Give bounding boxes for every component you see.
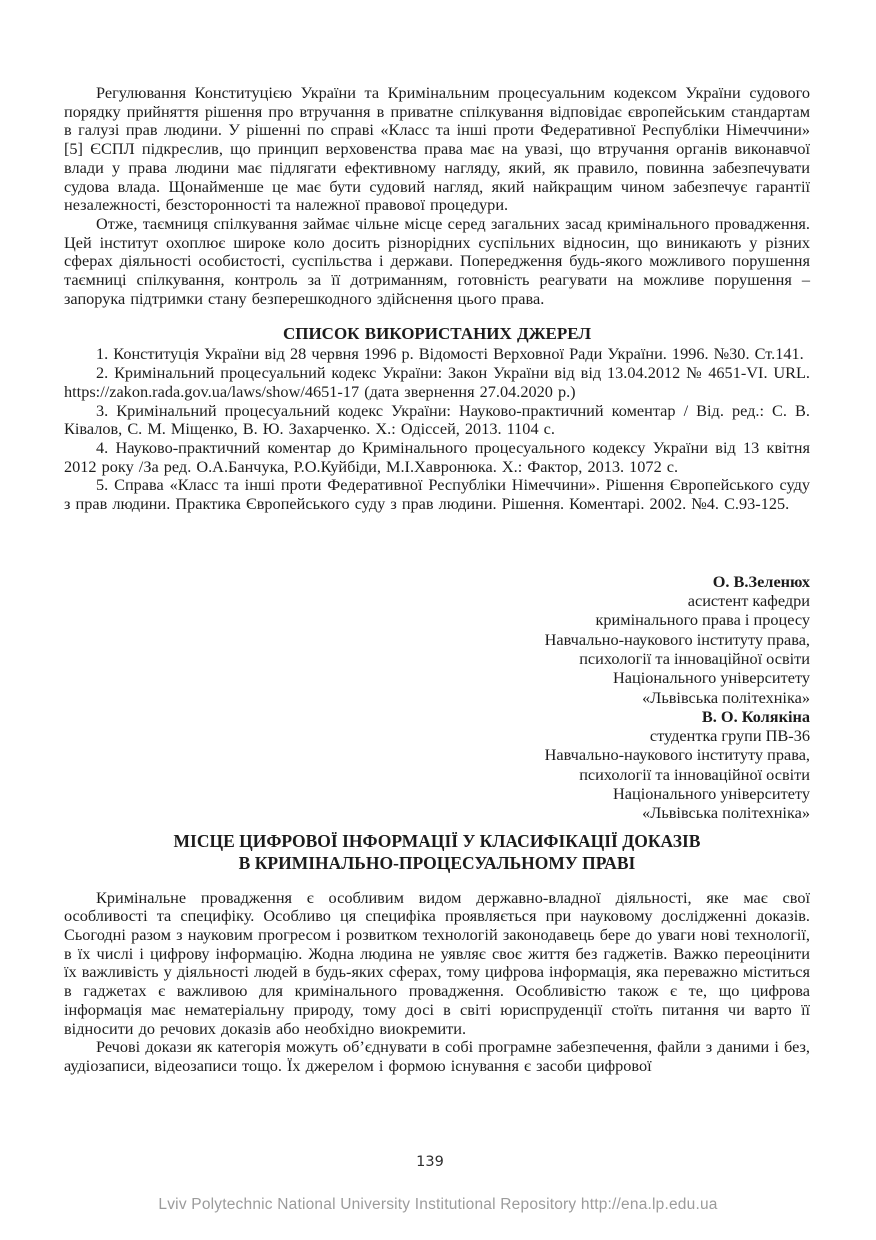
reference-item: 3. Кримінальний процесуальний кодекс України: Науково-практичний коментар / Від. ред.: С. В. Ківалов, С. М. Міщенко, В. Ю. Захарченко. Х.: Одіссей, 2013. 1104 с. [64, 400, 810, 439]
author-affiliation-line: «Львівська політехніка» [642, 687, 810, 707]
author-block [64, 572, 810, 823]
author-affiliation-line: кримінального права і процесу [595, 610, 810, 630]
article-paragraph: Кримінальне провадження є особливим видом державно-владної діяльності, яке має свої особливості та специфіку. Особливо ця специфіка проявляється при науковому дослідженні доказів. Сьогодні разом з науковим прогресом і розвитком технологій законодавець бере до уваги нові технології, в їх числі і цифрову інформацію. Жодна людина не уявляє своє життя без гаджетів. Важко переоцінити їх важливість у діяльності людей в будь-яких сферах, тому цифрова інформація, яка переважно міститься в гаджетах є важливою для кримінального провадження. Особливістю також є те, що цифрова інформація має нематеріальну природу, тому досі в світі юриспруденції стоїть питання чи варто її відносити до речових доказів або необхідно виокремити. [64, 887, 810, 1038]
article-paragraph: Речові докази як категорія можуть об’єднувати в собі програмне забезпечення, файли з даними і без, аудіозаписи, відеозаписи тощо. Їх джерелом і формою існування є засоби цифрової [64, 1037, 810, 1075]
article-title [64, 830, 810, 875]
author-affiliation-line: Національного університету [613, 784, 810, 804]
prev-article-paragraph: Регулювання Конституцією України та Кримінальним процесуальним кодексом України судового порядку прийняття рішення про втручання в приватне спілкування відповідає європейським стандартам в галузі прав людини. У рішенні по справі «Класс та інші проти Федеративної Республіки Німеччини» [5] ЄСПЛ підкреслив, що принцип верховенства права має на увазі, що втручання органів виконавчої влади у права людини має підлягати ефективному нагляду, який, як правило, повинна забезпечувати судова влада. Щонайменше це має бути судовий нагляд, який найкращим чином забезпечує гарантії незалежності, безсторонності та належної правової процедури. [64, 83, 810, 215]
reference-item: 4. Науково-практичний коментар до Кримінального процесуального кодексу України від 13 квітня 2012 року /За ред. О.А.Банчука, Р.О.Куйбіди, М.І.Хавронюка. Х.: Фактор, 2013. 1072 с. [64, 437, 810, 476]
text-block [64, 84, 810, 1076]
article-title-line: МІСЦЕ ЦИФРОВОЇ ІНФОРМАЦІЇ У КЛАСИФІКАЦІЇ ДОКАЗІВ [173, 830, 701, 851]
author-affiliation-line: Національного університету [613, 668, 810, 688]
author-affiliation-line: «Львівська політехніка» [642, 803, 810, 823]
author-name: В. О. Колякіна [701, 706, 810, 726]
references-heading: СПИСОК ВИКОРИСТАНИХ ДЖЕРЕЛ [282, 324, 592, 344]
reference-item: 1. Конституція України від 28 червня 1996 р. Відомості Верховної Ради України. 1996. №30. Ст.141. [96, 344, 804, 364]
article-title-line: В КРИМІНАЛЬНО-ПРОЦЕСУАЛЬНОМУ ПРАВІ [238, 853, 636, 874]
repository-footer: Lviv Polytechnic National University Institutional Repository http://ena.lp.edu.ua [158, 1196, 718, 1213]
author-affiliation-line: асистент кафедри [687, 591, 810, 611]
author-affiliation-line: Навчально-наукового інституту права, [544, 629, 810, 649]
author-affiliation-line: психології та інноваційної освіти [579, 648, 810, 668]
author-affiliation-line: Навчально-наукового інституту права, [544, 745, 810, 765]
author-affiliation-line: психології та інноваційної освіти [579, 764, 810, 784]
author-name: О. В.Зеленюх [712, 571, 810, 591]
prev-article-paragraph: Отже, таємниця спілкування займає чільне місце серед загальних засад кримінального провадження. Цей інститут охоплює широке коло досить різнорідних суспільних відносин, що виникають у різних сферах діяльності особистості, суспільства і держави. Попередження будь-якого можливого порушення таємниці спілкування, контроль за її дотриманням, готовність реагувати на можливе порушення – запорука підтримки стану безперешкодного здійснення цього права. [64, 213, 810, 308]
reference-item: 2. Кримінальний процесуальний кодекс України: Закон України від від 13.04.2012 № 4651-VI. URL. https://zakon.rada.gov.ua/laws/show/4651-17 (дата звернення 27.04.2020 р.) [64, 363, 810, 401]
reference-item: 5. Справа «Класс та інші проти Федеративної Республіки Німеччини». Рішення Європейського суду з прав людини. Практика Європейського суду з прав людини. Рішення. Коментарі. 2002. №4. С.93-125. [64, 475, 810, 514]
author-affiliation-line: студентка групи ПВ-36 [649, 726, 810, 746]
page-number: 139 [416, 1154, 444, 1170]
